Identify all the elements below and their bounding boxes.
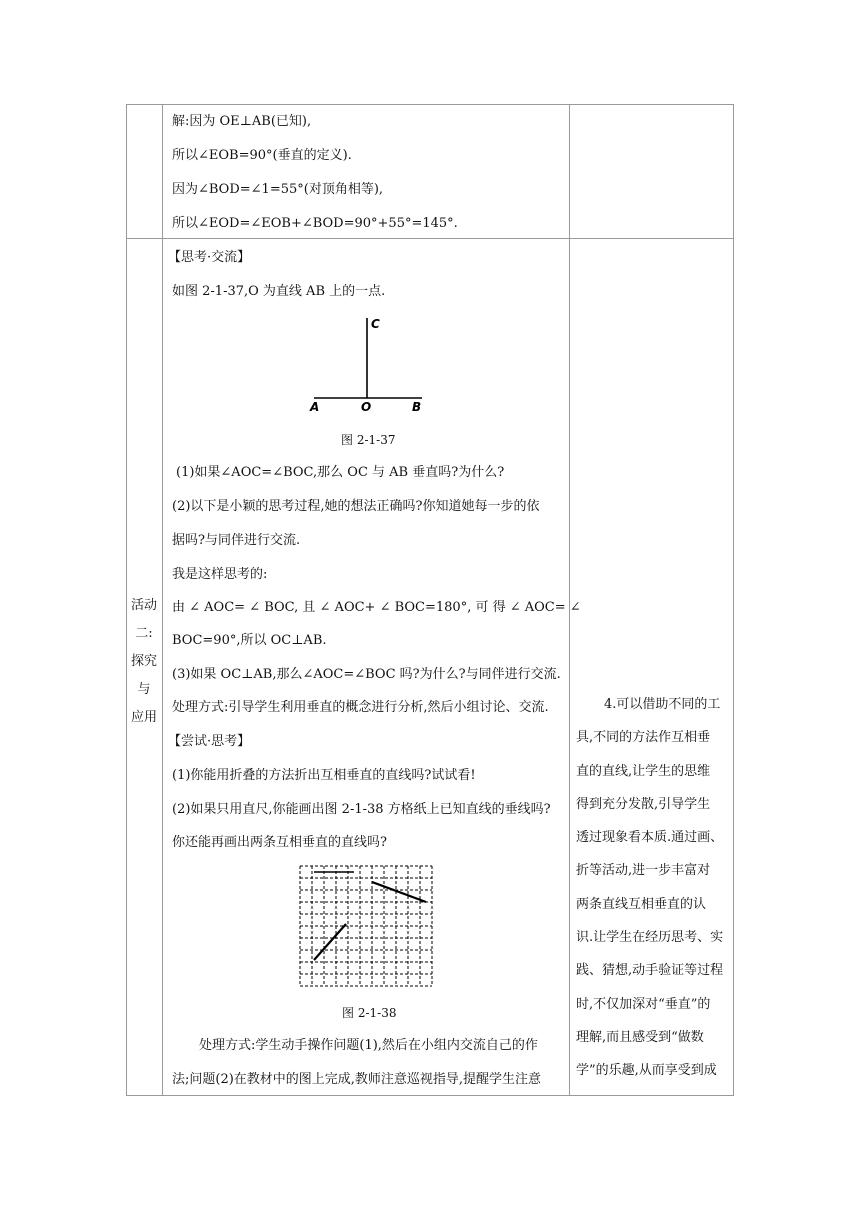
- reasoning-intro: 我是这样思考的:: [172, 567, 268, 582]
- activity-label-5: 应用: [130, 710, 157, 725]
- table-border-bottom: [126, 1095, 734, 1096]
- try-method-line-2: 法;问题(2)在教材中的图上完成,教师注意巡视指导,提醒学生注意: [172, 1072, 542, 1087]
- figure-2-1-37: [300, 310, 440, 420]
- solution-line-4: 所以∠EOD=∠EOB+∠BOD=90°+55°=145°.: [172, 216, 458, 231]
- given-line-diagonal: [314, 924, 346, 960]
- try-question-2-line-1: (2)如果只用直尺,你能画出图 2-1-38 方格纸上已知直线的垂线吗?: [172, 802, 551, 817]
- design-note-line: 4.可以借助不同的工: [604, 697, 721, 712]
- table-border-top: [126, 104, 734, 105]
- reasoning-line-2: BOC=90°,所以 OC⊥AB.: [172, 633, 327, 648]
- think-question-1: (1)如果∠AOC=∠BOC,那么 OC 与 AB 垂直吗?为什么?: [176, 465, 505, 480]
- try-question-2-line-2: 你还能再画出两条互相垂直的直线吗?: [172, 835, 387, 850]
- reasoning-line-1: 由 ∠ AOC= ∠ BOC, 且 ∠ AOC+ ∠ BOC=180°, 可 得 ∠ AOC= ∠: [172, 600, 581, 615]
- design-note-line: 得到充分发散,引导学生: [576, 796, 711, 812]
- try-heading: 【尝试·思考】: [168, 734, 251, 749]
- design-note-line: 学”的乐趣,从而享受到成: [576, 1063, 717, 1079]
- activity-label-3: 探究: [130, 654, 157, 669]
- try-method-line-1: 处理方式:学生动手操作问题(1),然后在小组内交流自己的作: [199, 1038, 538, 1053]
- solution-line-3: 因为∠BOD=∠1=55°(对顶角相等),: [172, 182, 384, 197]
- activity-label-4: 与: [137, 682, 151, 697]
- label-c: C: [371, 317, 380, 331]
- label-o: O: [361, 400, 372, 414]
- think-question-2-line-1: (2)以下是小颖的思考过程,她的想法正确吗?你知道她每一步的依: [172, 499, 540, 514]
- design-note-line: 践、猜想,动手验证等过程: [576, 963, 724, 979]
- think-question-2-line-2: 据吗?与同伴进行交流.: [172, 533, 301, 548]
- design-note-line: 时,不仅加深对“垂直”的: [576, 996, 711, 1012]
- figure-2-1-38-caption: 图 2-1-38: [342, 1006, 397, 1020]
- figure-2-1-38-grid: [296, 864, 436, 990]
- given-line-slanted: [372, 882, 426, 902]
- design-note-line: 识.让学生在经历思考、实: [576, 930, 724, 946]
- table-row-divider: [126, 238, 734, 239]
- design-note: [576, 688, 732, 1088]
- think-intro: 如图 2-1-37,O 为直线 AB 上的一点.: [172, 284, 386, 299]
- label-b: B: [412, 400, 422, 414]
- figure-2-1-37-caption: 图 2-1-37: [341, 433, 396, 447]
- try-question-1: (1)你能用折叠的方法折出互相垂直的直线吗?试试看!: [172, 768, 476, 783]
- think-question-3: (3)如果 OC⊥AB,那么∠AOC=∠BOC 吗?为什么?与同伴进行交流.: [172, 667, 561, 682]
- solution-line-1: 解:因为 OE⊥AB(已知),: [172, 114, 312, 129]
- think-heading: 【思考·交流】: [168, 250, 251, 265]
- label-a: A: [310, 400, 320, 414]
- design-note-line: 直的直线,让学生的思维: [576, 763, 711, 779]
- activity-label-1: 活动: [130, 598, 157, 613]
- activity-label-2: 二:: [135, 626, 153, 641]
- design-note-line: 透过现象看本质.通过画、: [576, 830, 724, 846]
- think-method: 处理方式:引导学生利用垂直的概念进行分析,然后小组讨论、交流.: [172, 700, 549, 715]
- design-note-line: 具,不同的方法作互相垂: [576, 730, 711, 746]
- solution-line-2: 所以∠EOB=90°(垂直的定义).: [172, 148, 352, 163]
- design-note-line: 两条直线互相垂直的认: [576, 896, 707, 912]
- table-border-right: [733, 104, 734, 1096]
- design-note-line: 折等活动,进一步丰富对: [576, 863, 711, 879]
- design-note-line: 理解,而且感受到“做数: [576, 1029, 704, 1045]
